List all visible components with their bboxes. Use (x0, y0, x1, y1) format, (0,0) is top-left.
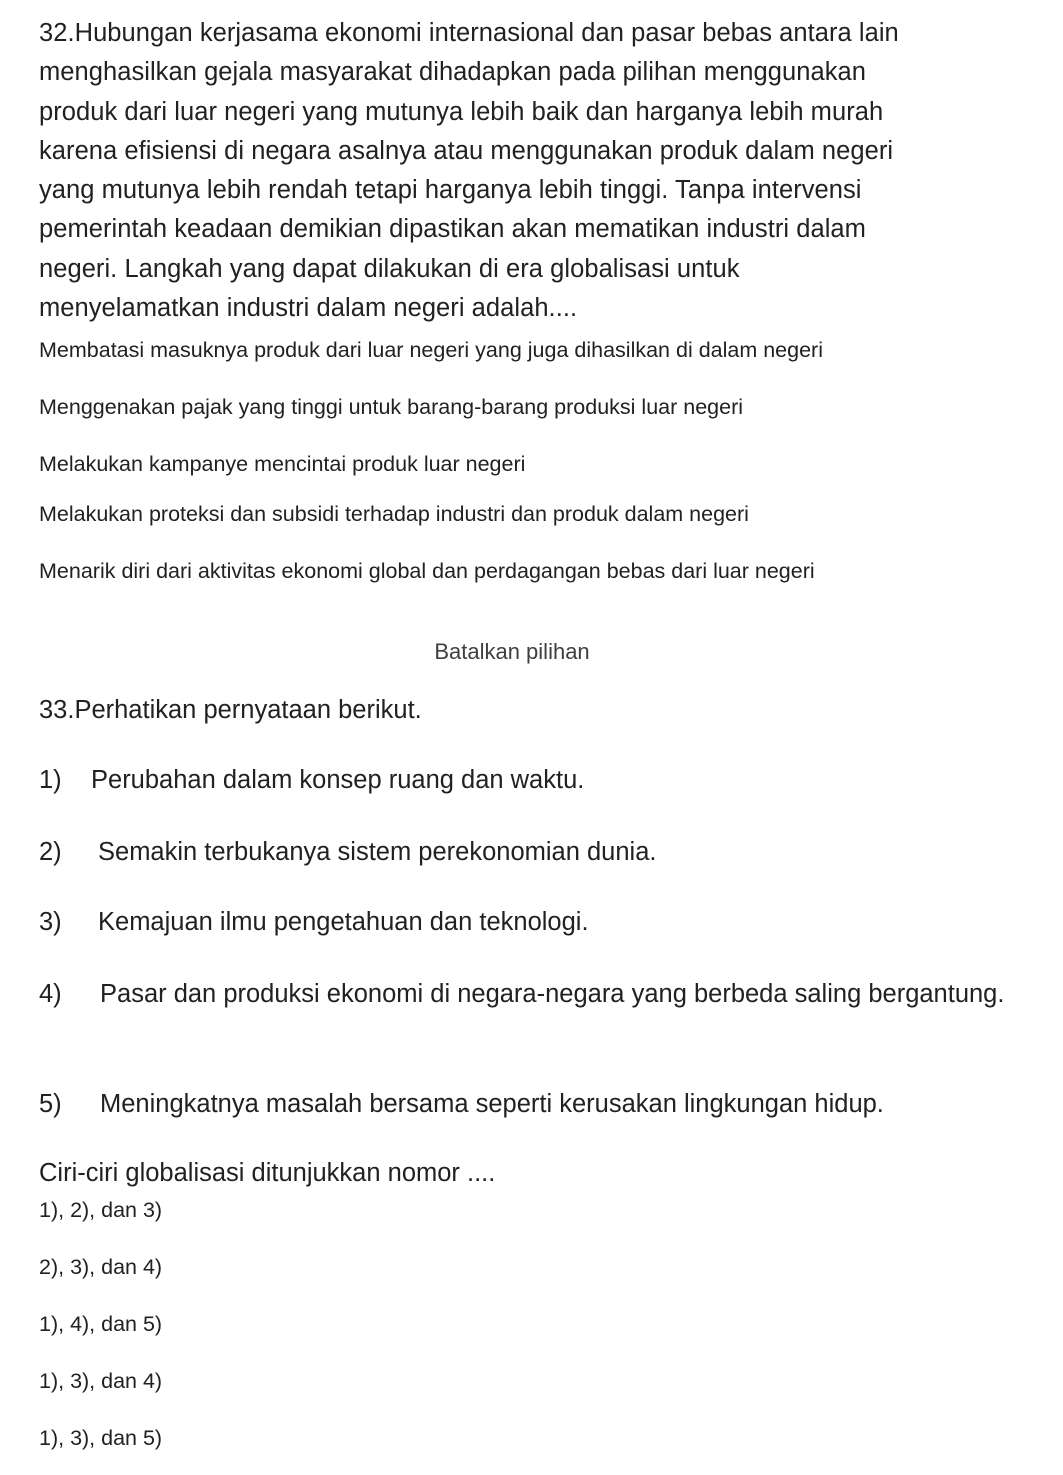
statement-text: Kemajuan ilmu pengetahuan dan teknologi. (98, 908, 589, 936)
question-32-line: karena efisiensi di negara asalnya atau menggunakan produk dalam negeri (39, 136, 894, 165)
question-32-line: menyelamatkan industri dalam negeri adalah.... (39, 294, 578, 323)
statement-number: 2) (39, 838, 62, 866)
statement-2 (39, 834, 656, 870)
question-33-title: 33.Perhatikan pernyataan berikut. (39, 696, 422, 724)
question-32-option-b[interactable]: Menggenakan pajak yang tinggi untuk barang-barang produksi luar negeri (39, 395, 744, 419)
statement-4 (39, 976, 1024, 1012)
statement-text: Perubahan dalam konsep ruang dan waktu. (91, 766, 585, 794)
question-32-line: 32.Hubungan kerjasama ekonomi internasional dan pasar bebas antara lain (39, 19, 899, 47)
statement-number: 4) (39, 980, 62, 1008)
statement-text: Semakin terbukanya sistem perekonomian dunia. (98, 838, 657, 866)
statement-number: 1) (39, 766, 62, 794)
statement-number: 5) (39, 1090, 62, 1118)
question-33-option-e[interactable]: 1), 3), dan 5) (39, 1426, 163, 1450)
statement-5 (39, 1086, 884, 1122)
question-32-line: produk dari luar negeri yang mutunya lebih baik dan harganya lebih murah (39, 97, 884, 126)
question-33-option-d[interactable]: 1), 3), dan 4) (39, 1369, 163, 1393)
question-33-option-b[interactable]: 2), 3), dan 4) (39, 1255, 163, 1279)
question-32-line: negeri. Langkah yang dapat dilakukan di era globalisasi untuk (39, 254, 740, 283)
question-33-prompt: Ciri-ciri globalisasi ditunjukkan nomor .... (39, 1159, 496, 1187)
statement-3 (39, 904, 589, 940)
statement-1 (39, 762, 584, 798)
statement-text: Meningkatnya masalah bersama seperti kerusakan lingkungan hidup. (100, 1090, 884, 1118)
question-32-option-c[interactable]: Melakukan kampanye mencintai produk luar negeri (39, 452, 526, 476)
question-33-option-a[interactable]: 1), 2), dan 3) (39, 1198, 163, 1222)
question-32-line: menghasilkan gejala masyarakat dihadapkan pada pilihan menggunakan (39, 58, 866, 87)
question-33-option-c[interactable]: 1), 4), dan 5) (39, 1312, 163, 1336)
question-32-option-a[interactable]: Membatasi masuknya produk dari luar negeri yang juga dihasilkan di dalam negeri (39, 338, 823, 362)
question-32-text (39, 14, 1024, 328)
question-32-option-e[interactable]: Menarik diri dari aktivitas ekonomi global dan perdagangan bebas dari luar negeri (39, 559, 815, 583)
statement-number: 3) (39, 908, 62, 936)
question-32-line: yang mutunya lebih rendah tetapi harganya lebih tinggi. Tanpa intervensi (39, 176, 862, 205)
question-32-line: pemerintah keadaan demikian dipastikan akan mematikan industri dalam (39, 215, 866, 244)
cancel-selection-button[interactable]: Batalkan pilihan (434, 639, 590, 664)
question-32-option-d[interactable]: Melakukan proteksi dan subsidi terhadap industri dan produk dalam negeri (39, 502, 749, 526)
statement-text: Pasar dan produksi ekonomi di negara-negara yang berbeda saling bergantung. (100, 980, 1005, 1008)
